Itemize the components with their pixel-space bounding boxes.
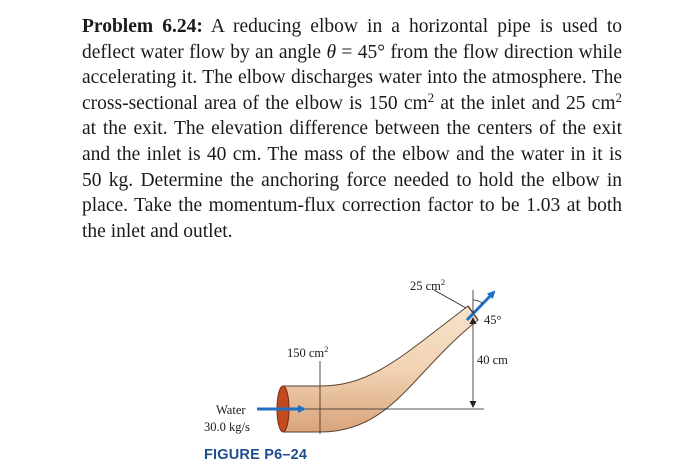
flow-rate-label: 30.0 kg/s: [204, 420, 250, 434]
problem-text-3: at the inlet and 25 cm: [434, 92, 616, 114]
angle-label: 45°: [484, 313, 502, 327]
problem-text-4: at the exit. The elevation difference between the centers of the exit and the inlet is 40 cm. The mass of the elbow and the water in it is 50 kg. Determine the anchoring force needed to hold the elbow in place. Take the momentum-flux correction factor to be 1.03 at both the inlet and outlet.: [82, 118, 622, 242]
elbow-body: [283, 306, 478, 432]
fluid-label: Water: [216, 403, 246, 417]
exit-area-label: 25 $cm^2$: [410, 277, 446, 293]
exponent-exit: 2: [615, 89, 622, 105]
problem-label: Problem 6.24:: [82, 16, 203, 37]
theta-symbol: θ: [326, 41, 337, 63]
problem-text-2: = 45° from the flow direction while accelerating it. The elbow discharges water into the atmosphere. The cross-sectional area of the elbow is 150 cm: [82, 41, 622, 114]
exponent-inlet: 2: [427, 89, 435, 105]
problem-text-1: A reducing elbow in a horizontal pipe is used to deflect water flow by an angle: [82, 16, 622, 63]
figure-caption: FIGURE P6–24: [204, 447, 308, 463]
elevation-label: 40 cm: [477, 353, 508, 367]
inlet-area-label: 150 $cm^2$: [287, 344, 329, 360]
